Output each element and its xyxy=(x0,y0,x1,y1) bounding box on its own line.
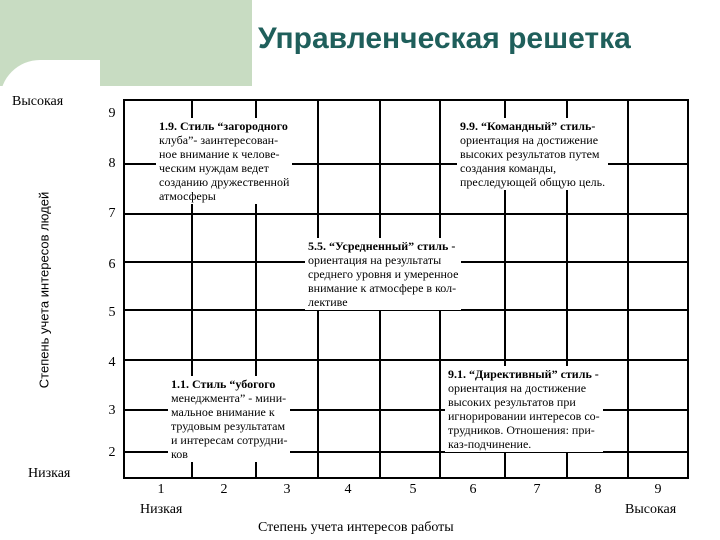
y-tick: 8 xyxy=(108,156,116,171)
y-tick: 4 xyxy=(108,355,116,370)
y-tick: 6 xyxy=(108,257,116,272)
style-line: лективе xyxy=(308,295,348,309)
y-axis-low-label: Низкая xyxy=(28,466,71,481)
x-tick: 4 xyxy=(344,482,352,497)
style-line: ориентация на достижение xyxy=(448,381,587,395)
style-box-9-9 xyxy=(457,118,608,190)
style-box-1-1 xyxy=(168,376,290,462)
style-line: менеджмента” - мини- xyxy=(171,391,287,405)
x-tick: 7 xyxy=(533,482,541,497)
x-tick: 2 xyxy=(220,482,228,497)
style-line: и интересам сотрудни- xyxy=(171,433,288,447)
style-line: клуба”- заинтересован- xyxy=(159,133,279,147)
y-axis-high-label: Высокая xyxy=(12,94,64,109)
x-axis-title: Степень учета интересов работы xyxy=(258,520,454,535)
style-line: трудников. Отношения: при- xyxy=(448,423,595,437)
x-tick: 5 xyxy=(409,482,417,497)
style-box-5-5 xyxy=(305,238,461,310)
style-line: трудовым результатам xyxy=(171,419,286,433)
style-line: создания команды, xyxy=(460,161,557,175)
style-heading: 1.1. Стиль “убогого xyxy=(171,377,276,391)
style-heading: 9.1. “Директивный” стиль - xyxy=(448,367,599,381)
y-tick: 2 xyxy=(108,445,116,460)
style-box-9-1 xyxy=(445,366,603,452)
y-tick: 7 xyxy=(108,206,116,221)
y-tick: 9 xyxy=(108,106,116,121)
x-axis-high-label: Высокая xyxy=(625,502,677,517)
x-tick: 3 xyxy=(283,482,291,497)
x-tick: 8 xyxy=(594,482,602,497)
style-line: ориентация на достижение xyxy=(460,133,599,147)
style-heading: 5.5. “Усредненный” стиль - xyxy=(308,239,456,253)
x-tick: 1 xyxy=(157,482,165,497)
style-line: каз-подчинение. xyxy=(448,437,532,451)
style-line: атмосферы xyxy=(159,189,216,203)
style-box-1-9 xyxy=(156,118,292,204)
style-line: ков xyxy=(171,447,188,461)
style-heading: 1.9. Стиль “загородного xyxy=(159,119,288,133)
style-line: внимание к атмосфере в кол- xyxy=(308,281,457,295)
y-tick: 3 xyxy=(108,403,116,418)
style-heading: 9.9. “Командный” стиль- xyxy=(460,119,596,133)
style-line: высоких результатов при xyxy=(448,395,576,409)
style-line: высоких результатов путем xyxy=(460,147,600,161)
x-axis-low-label: Низкая xyxy=(140,502,183,517)
style-line: игнорировании интересов со- xyxy=(448,409,600,423)
y-axis-title: Степень учета интересов людей xyxy=(36,191,52,389)
x-tick: 6 xyxy=(469,482,477,497)
style-line: ное внимание к челове- xyxy=(159,147,280,161)
style-line: преследующей общую цель. xyxy=(460,175,606,189)
page-title: Управленческая решетка xyxy=(258,22,631,55)
y-tick: 5 xyxy=(108,305,116,320)
style-line: ческим нуждам ведет xyxy=(159,161,269,175)
x-tick: 9 xyxy=(654,482,662,497)
style-line: ориентация на результаты xyxy=(308,253,442,267)
style-line: созданию дружественной xyxy=(159,175,290,189)
style-line: мальное внимание к xyxy=(171,405,275,419)
style-line: среднего уровня и умеренное xyxy=(308,267,459,281)
